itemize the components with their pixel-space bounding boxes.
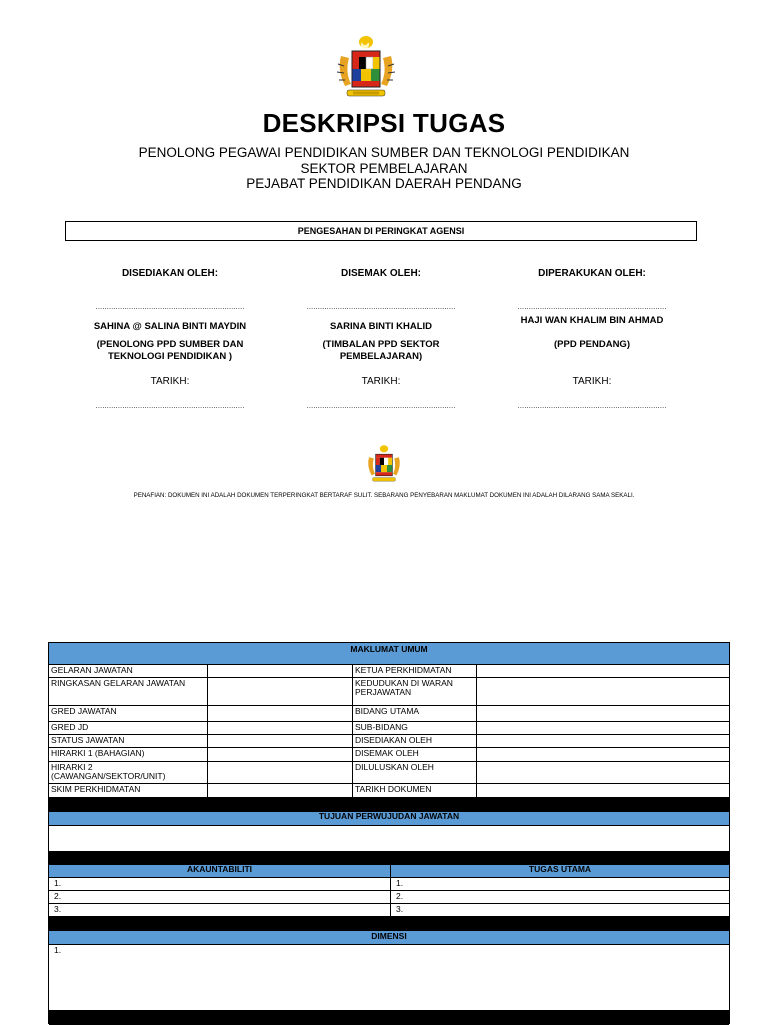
label-cell: STATUS JAWATAN [49, 735, 208, 748]
value-field[interactable] [208, 735, 353, 748]
signature-line: ................................................................... [517, 302, 667, 311]
section-heading-tujuan: TUJUAN PERWUJUDAN JAWATAN [49, 812, 729, 826]
value-field[interactable] [477, 762, 729, 784]
value-field[interactable] [477, 722, 729, 735]
section-divider [49, 1011, 729, 1025]
subtitle-line-2: SEKTOR PEMBELAJARAN [300, 161, 468, 176]
signatory-heading: DIPERAKUKAN OLEH: [538, 268, 646, 279]
signatory-position-line-1: (TIMBALAN PPD SEKTOR [322, 339, 440, 350]
label-cell: TARIKH DOKUMEN [353, 784, 477, 798]
section-heading-dimensi: DIMENSI [49, 931, 729, 945]
agency-verification-box: PENGESAHAN DI PERINGKAT AGENSI [65, 221, 697, 241]
disclaimer-text: PENAFIAN: DOKUMEN INI ADALAH DOKUMEN TERPERINGKAT BERTARAF SULIT. SEBARANG PENYEBARAN MAKLUMAT DOKUMEN INI ADALAH DILARANG SAMA SEKALI. [133, 492, 635, 499]
value-field[interactable] [208, 665, 353, 678]
subtitle-line-3: PEJABAT PENDIDIKAN DAERAH PENDANG [246, 176, 522, 191]
label-cell: SKIM PERKHIDMATAN [49, 784, 208, 798]
section-divider [49, 852, 729, 865]
section-heading-akauntabiliti: AKAUNTABILITI [49, 865, 391, 878]
signatory-date-label: TARIKH: [361, 376, 401, 387]
label-cell: KEDUDUKAN DI WARAN PERJAWATAN [353, 678, 477, 706]
signatory-position-line-2: PEMBELAJARAN) [339, 351, 423, 362]
date-line: ................................................................... [95, 401, 245, 410]
page-title: DESKRIPSI TUGAS [262, 108, 506, 138]
tugas-utama-item[interactable]: 1. [391, 878, 729, 891]
signatory-name: SAHINA @ SALINA BINTI MAYDIN [93, 321, 247, 332]
value-field[interactable] [477, 735, 729, 748]
value-field[interactable] [208, 784, 353, 798]
tugas-utama-item[interactable]: 3. [391, 904, 729, 917]
signature-line: ................................................................... [306, 302, 456, 311]
label-cell: DILULUSKAN OLEH [353, 762, 477, 784]
label-cell: DISEDIAKAN OLEH [353, 735, 477, 748]
value-field[interactable] [208, 762, 353, 784]
label-cell: HIRARKI 2 (CAWANGAN/SEKTOR/UNIT) [49, 762, 208, 784]
value-field[interactable] [208, 706, 353, 722]
label-cell: GELARAN JAWATAN [49, 665, 208, 678]
subtitle-line-1: PENOLONG PEGAWAI PENDIDIKAN SUMBER DAN TEKNOLOGI PENDIDIKAN [138, 145, 630, 160]
signatory-name: SARINA BINTI KHALID [329, 321, 433, 332]
value-field[interactable] [477, 748, 729, 762]
value-field[interactable] [208, 722, 353, 735]
signatory-heading: DISEDIAKAN OLEH: [121, 268, 219, 279]
malaysia-coat-of-arms-icon [357, 444, 411, 486]
value-field[interactable] [208, 678, 353, 706]
date-line: ................................................................... [306, 401, 456, 410]
signatory-position-line-1: (PENOLONG PPD SUMBER DAN [96, 339, 244, 350]
label-cell: SUB-BIDANG [353, 722, 477, 735]
akauntabiliti-item[interactable]: 3. [49, 904, 391, 917]
job-description-form [48, 642, 730, 1024]
malaysia-coat-of-arms-icon [335, 34, 397, 104]
signatory-heading: DISEMAK OLEH: [341, 268, 421, 279]
value-field[interactable] [477, 678, 729, 706]
value-field[interactable] [477, 706, 729, 722]
label-cell: BIDANG UTAMA [353, 706, 477, 722]
signatory-date-label: TARIKH: [150, 376, 190, 387]
value-field[interactable] [208, 748, 353, 762]
akauntabiliti-item[interactable]: 2. [49, 891, 391, 904]
value-field[interactable] [477, 784, 729, 798]
dimensi-item[interactable]: 1. [49, 945, 729, 1011]
section-divider [49, 798, 729, 812]
label-cell: DISEMAK OLEH [353, 748, 477, 762]
value-field[interactable] [477, 665, 729, 678]
label-cell: RINGKASAN GELARAN JAWATAN [49, 678, 208, 706]
section-heading-maklumat-umum: MAKLUMAT UMUM [49, 643, 729, 665]
signatory-name: HAJI WAN KHALIM BIN AHMAD [520, 315, 664, 326]
akauntabiliti-item[interactable]: 1. [49, 878, 391, 891]
label-cell: GRED JD [49, 722, 208, 735]
label-cell: KETUA PERKHIDMATAN [353, 665, 477, 678]
tugas-utama-item[interactable]: 2. [391, 891, 729, 904]
label-cell: HIRARKI 1 (BAHAGIAN) [49, 748, 208, 762]
section-heading-tugas-utama: TUGAS UTAMA [391, 865, 729, 878]
section-divider [49, 917, 729, 931]
date-line: ................................................................... [517, 401, 667, 410]
label-cell: GRED JAWATAN [49, 706, 208, 722]
signatory-date-label: TARIKH: [572, 376, 612, 387]
signatory-position-line-2: TEKNOLOGI PENDIDIKAN ) [107, 351, 233, 362]
tujuan-field[interactable] [49, 826, 729, 852]
signature-line: ................................................................... [95, 302, 245, 311]
signatory-position-line-1: (PPD PENDANG) [553, 339, 630, 350]
